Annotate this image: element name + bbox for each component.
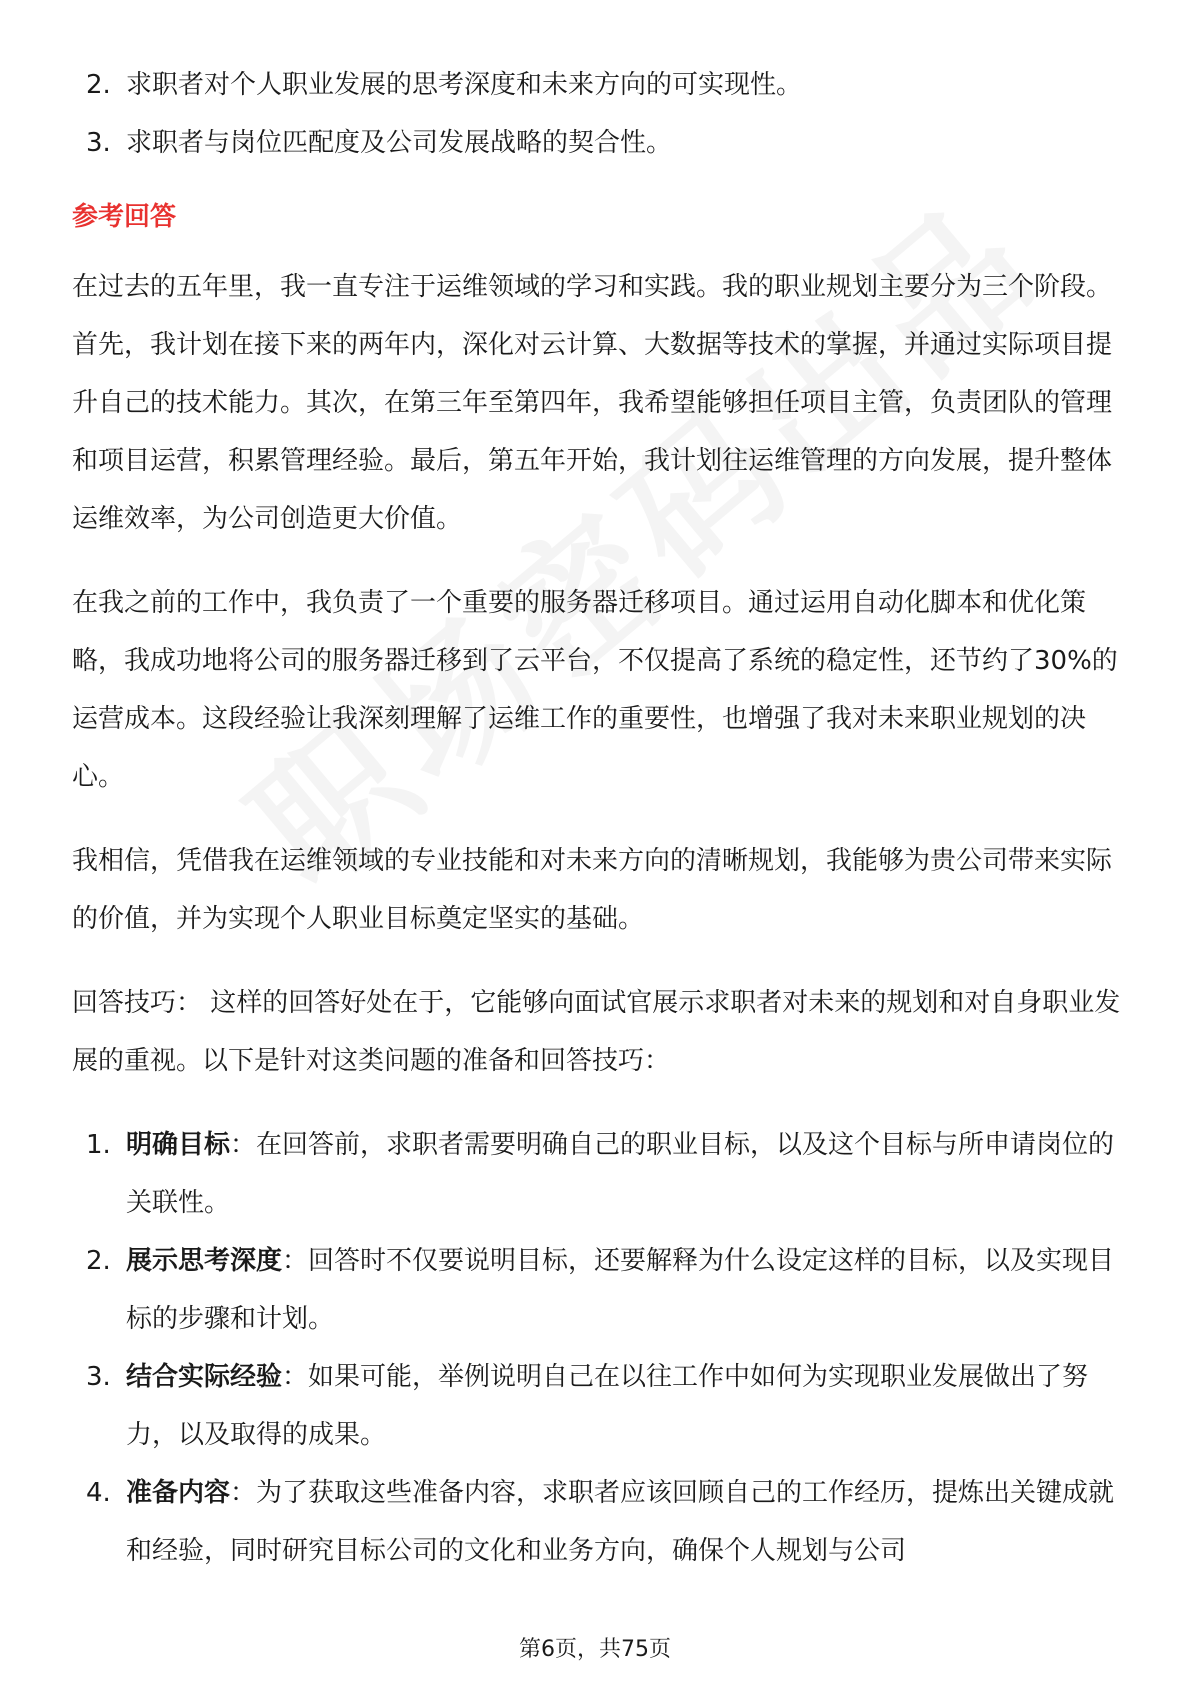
section-heading: 参考回答 bbox=[72, 202, 177, 232]
tip-title: 展示思考深度 bbox=[126, 1246, 283, 1276]
list-number: 2. bbox=[86, 1246, 111, 1276]
tip-title: 准备内容 bbox=[126, 1478, 231, 1508]
paragraph: 回答技巧： 这样的回答好处在于，它能够向面试官展示求职者对未来的规划和对自身职业发展的重视。以下是针对这类问题的准备和回答技巧： bbox=[72, 988, 1121, 1076]
page-number-footer: 第6页，共75页 bbox=[519, 1637, 671, 1662]
list-number: 2. bbox=[86, 70, 111, 100]
list-number: 3. bbox=[86, 128, 111, 158]
list-item bbox=[72, 56, 1122, 114]
list-item bbox=[72, 1348, 1122, 1464]
list-number: 1. bbox=[86, 1130, 111, 1160]
page-content bbox=[72, 56, 1122, 1580]
tip-text: ：为了获取这些准备内容，求职者应该回顾自己的工作经历，提炼出关键成就和经验，同时研究目标公司的文化和业务方向，确保个人规划与公司 bbox=[126, 1478, 1115, 1566]
list-number: 3. bbox=[86, 1362, 111, 1392]
tip-text: ：如果可能，举例说明自己在以往工作中如何为实现职业发展做出了努力，以及取得的成果。 bbox=[126, 1362, 1089, 1450]
tip-text: ：回答时不仅要说明目标，还要解释为什么设定这样的目标，以及实现目标的步骤和计划。 bbox=[126, 1246, 1115, 1334]
list-item bbox=[72, 1116, 1122, 1232]
list-item bbox=[72, 1464, 1122, 1580]
list-item-text: 求职者对个人职业发展的思考深度和未来方向的可实现性。 bbox=[126, 70, 803, 100]
list-number: 4. bbox=[86, 1478, 111, 1508]
tip-title: 明确目标 bbox=[126, 1130, 231, 1160]
criteria-list bbox=[72, 56, 1122, 172]
tips-list bbox=[72, 1116, 1122, 1580]
tip-text: ：在回答前，求职者需要明确自己的职业目标，以及这个目标与所申请岗位的关联性。 bbox=[126, 1130, 1115, 1218]
paragraph: 在过去的五年里，我一直专注于运维领域的学习和实践。我的职业规划主要分为三个阶段。首先，我计划在接下来的两年内，深化对云计算、大数据等技术的掌握，并通过实际项目提升自己的技术能力。其次，在第三年至第四年，我希望能够担任项目主管，负责团队的管理和项目运营，积累管理经验。最后，第五年开始，我计划往运维管理的方向发展，提升整体运维效率，为公司创造更大价值。 bbox=[72, 272, 1113, 534]
paragraph: 在我之前的工作中，我负责了一个重要的服务器迁移项目。通过运用自动化脚本和优化策略，我成功地将公司的服务器迁移到了云平台，不仅提高了系统的稳定性，还节约了30%的运营成本。这段经验让我深刻理解了运维工作的重要性，也增强了我对未来职业规划的决心。 bbox=[72, 588, 1118, 792]
list-item bbox=[72, 1232, 1122, 1348]
list-item-text: 求职者与岗位匹配度及公司发展战略的契合性。 bbox=[126, 128, 673, 158]
tip-title: 结合实际经验 bbox=[126, 1362, 283, 1392]
list-item bbox=[72, 114, 1122, 172]
paragraph: 我相信，凭借我在运维领域的专业技能和对未来方向的清晰规划，我能够为贵公司带来实际的价值，并为实现个人职业目标奠定坚实的基础。 bbox=[72, 846, 1113, 934]
